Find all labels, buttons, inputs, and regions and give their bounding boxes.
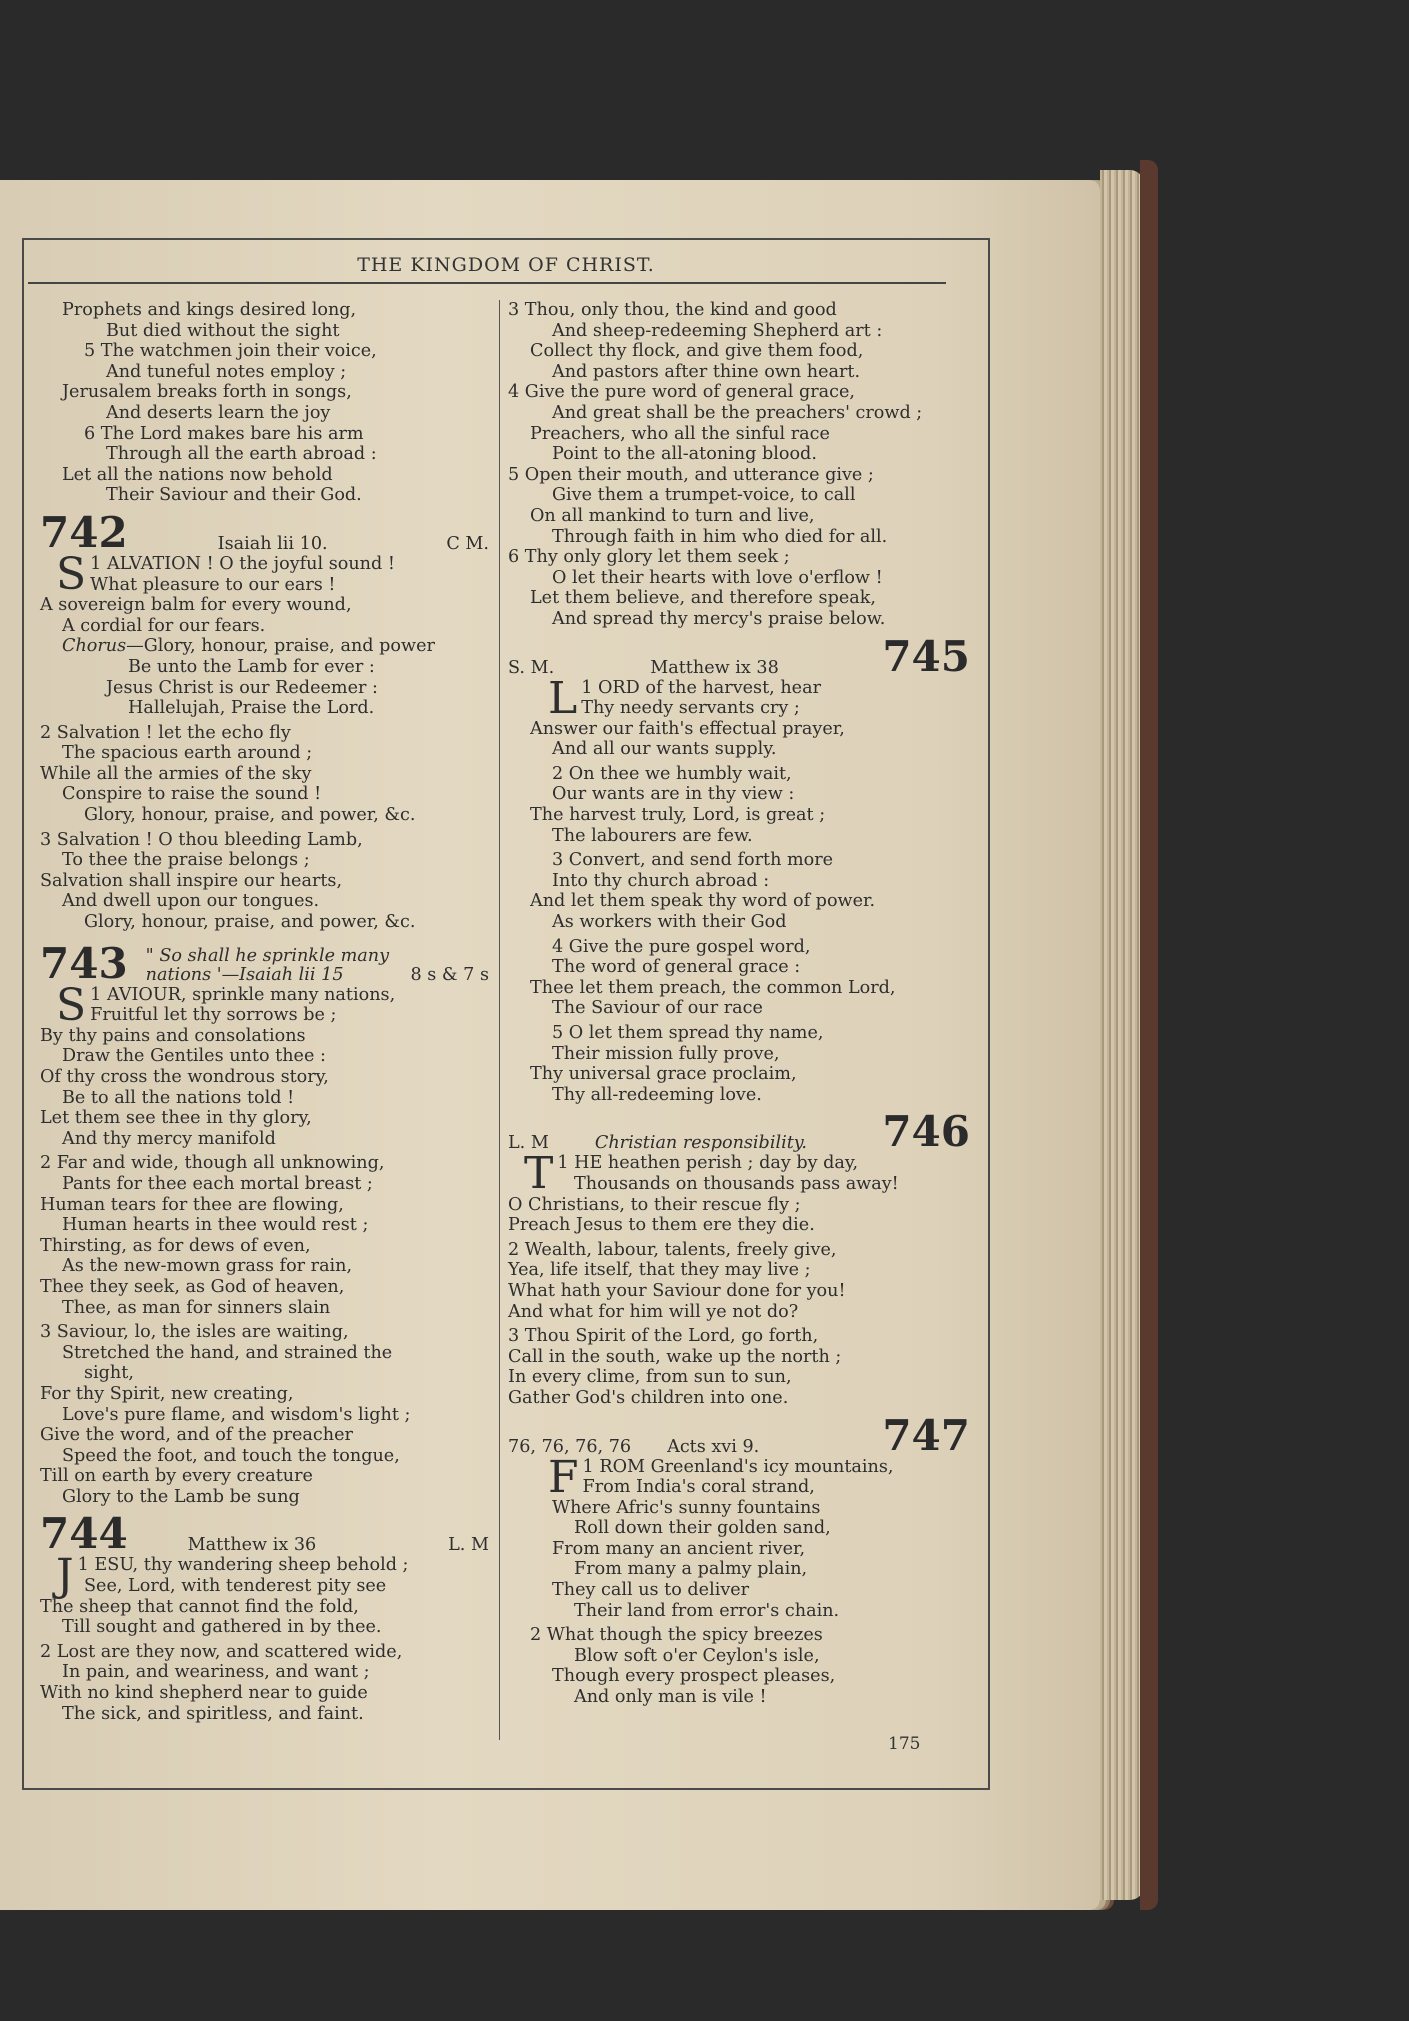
verse-line: 2 On thee we humbly wait, — [552, 763, 792, 784]
verse-line: Thy universal grace proclaim, — [530, 1064, 797, 1085]
verse-line: The sick, and spiritless, and faint. — [62, 1703, 364, 1724]
scripture-reference — [146, 947, 389, 985]
hymn-745-heading — [508, 631, 970, 681]
hymn-746-verse-3 — [508, 1326, 970, 1408]
verse-line: 4 Give the pure word of general grace, — [508, 382, 855, 403]
chorus-text: —Glory, honour, praise, and power — [126, 636, 435, 657]
verse-line: Through faith in him who died for all. — [552, 526, 888, 547]
right-column — [508, 300, 970, 1712]
verse-line: 2 Far and wide, though all unknowing, — [40, 1153, 385, 1174]
column-rule — [499, 300, 500, 1740]
verse-line: Human hearts in thee would rest ; — [62, 1215, 369, 1236]
hymn-subject: Christian responsibility. — [594, 1133, 807, 1154]
verse-line: Be to all the nations told ! — [62, 1087, 295, 1108]
chorus-line: Jesus Christ is our Redeemer : — [106, 677, 378, 698]
header-rule — [28, 282, 946, 284]
hymn-741-end — [40, 300, 495, 506]
verse-line: 1 HE heathen perish ; day by day, — [557, 1153, 859, 1174]
verse-line: Our wants are in thy view : — [552, 784, 795, 805]
hymn-743-verse-3 — [40, 1322, 495, 1507]
verse-line: Blow soft o'er Ceylon's isle, — [574, 1645, 820, 1666]
verse-line: Glory, honour, praise, and power, &c. — [84, 805, 416, 826]
verse-line: For thy Spirit, new creating, — [40, 1383, 294, 1404]
verse-line: From many an ancient river, — [552, 1538, 806, 1559]
verse-line: The labourers are few. — [552, 825, 753, 846]
drop-cap: S — [56, 979, 87, 1031]
verse-line: Human tears for thee are flowing, — [40, 1194, 344, 1215]
verse-line: And spread thy mercy's praise below. — [552, 608, 886, 629]
verse-line: Salvation shall inspire our hearts, — [40, 870, 343, 891]
verse-line: 2 Salvation ! let the echo fly — [40, 722, 291, 743]
hymn-747-heading — [508, 1410, 970, 1460]
running-header: THE KINGDOM OF CHRIST. — [357, 254, 655, 276]
verse-line: 1 ALVATION ! O the joyful sound ! — [90, 553, 395, 574]
hymn-number: 747 — [882, 1410, 970, 1460]
drop-cap: F — [548, 1451, 579, 1503]
hymn-745-verse-2 — [508, 764, 970, 846]
verse-line: Give the word, and of the preacher — [40, 1425, 353, 1446]
verse-line: And tuneful notes employ ; — [106, 361, 347, 382]
verse-line: Through all the earth abroad : — [106, 444, 377, 465]
verse-line: Call in the south, wake up the north ; — [508, 1346, 842, 1367]
verse-line: 4 Give the pure gospel word, — [552, 936, 811, 957]
verse-line: Thee let them preach, the common Lord, — [530, 977, 896, 998]
verse-line: And let them speak thy word of power. — [530, 891, 876, 912]
verse-line: 1 ORD of the harvest, hear — [581, 677, 821, 698]
drop-cap: J — [56, 1550, 74, 1602]
verse-line: What hath your Saviour done for you! — [508, 1280, 846, 1301]
hymn-742-verse-1 — [40, 548, 495, 719]
verse-line: 1 ROM Greenland's icy mountains, — [582, 1456, 894, 1477]
verse-line: With no kind shepherd near to guide — [40, 1683, 368, 1704]
verse-line: Point to the all-atoning blood. — [552, 444, 817, 465]
verse-line: See, Lord, with tenderest pity see — [84, 1576, 387, 1597]
chorus-label: Chorus — [62, 636, 127, 657]
verse-line: Their land from error's chain. — [574, 1600, 840, 1621]
hymn-742-verse-2 — [40, 723, 495, 826]
hymn-746-heading — [508, 1107, 970, 1157]
verse-line: Let them believe, and therefore speak, — [530, 588, 876, 609]
hymn-745-verse-3 — [508, 850, 970, 932]
verse-line: They call us to deliver — [552, 1580, 750, 1601]
scripture-reference: Acts xvi 9. — [667, 1436, 760, 1457]
verse-line: 3 Salvation ! O thou bleeding Lamb, — [40, 829, 363, 850]
verse-line: And deserts learn the joy — [106, 402, 331, 423]
drop-cap: T — [524, 1148, 554, 1200]
hymn-747-verse-2 — [508, 1625, 970, 1707]
verse-line: The harvest truly, Lord, is great ; — [530, 805, 826, 826]
verse-line: 3 Convert, and send forth more — [552, 850, 834, 871]
reference-line: " So shall he sprinkle many — [145, 945, 390, 966]
verse-line: Thousands on thousands pass away! — [574, 1173, 899, 1194]
verse-line: 3 Saviour, lo, the isles are waiting, — [40, 1322, 349, 1343]
verse-line: 3 Thou Spirit of the Lord, go forth, — [508, 1326, 819, 1347]
hymn-number: 746 — [882, 1107, 970, 1157]
hymn-meter: S. M. — [508, 657, 555, 678]
verse-line: The Saviour of our race — [552, 998, 763, 1019]
hymn-743-verse-1 — [40, 979, 495, 1150]
verse-line: Of thy cross the wondrous story, — [40, 1067, 329, 1087]
hymn-meter: L. M — [508, 1133, 549, 1154]
left-column — [40, 300, 495, 1728]
verse-line: O Christians, to their rescue fly ; — [508, 1194, 801, 1215]
page-number: 175 — [888, 1734, 921, 1754]
verse-line: 3 Thou, only thou, the kind and good — [508, 300, 837, 320]
hymn-744-verse-1 — [40, 1550, 495, 1638]
verse-line: 6 The Lord makes bare his arm — [84, 423, 364, 444]
verse-line: A sovereign balm for every wound, — [40, 595, 352, 616]
verse-line: Pants for thee each mortal breast ; — [62, 1173, 373, 1194]
verse-line: And what for him will ye not do? — [508, 1301, 799, 1322]
scripture-reference: Matthew ix 38 — [650, 657, 779, 678]
verse-line: In pain, and weariness, and want ; — [62, 1662, 370, 1683]
verse-line: Thy needy servants cry ; — [581, 698, 800, 719]
reference-line: nations '—Isaiah lii 15 — [145, 964, 344, 985]
verse-line: Thee, as man for sinners slain — [62, 1297, 331, 1318]
hymn-meter: C M. — [446, 533, 489, 554]
verse-line: 2 Wealth, labour, talents, freely give, — [508, 1239, 837, 1260]
verse-line: Preach Jesus to them ere they die. — [508, 1215, 815, 1236]
verse-line: Let all the nations now behold — [62, 464, 333, 485]
verse-line: From India's coral strand, — [582, 1477, 815, 1498]
verse-line: Glory to the Lamb be sung — [62, 1486, 300, 1507]
page-edges — [1100, 170, 1144, 1900]
verse-line: And only man is vile ! — [574, 1687, 767, 1708]
verse-line: Gather God's children into one. — [508, 1387, 789, 1408]
verse-line: While all the armies of the sky — [40, 763, 312, 784]
verse-line: 6 Thy only glory let them seek ; — [508, 547, 790, 568]
hymn-742-verse-3 — [40, 830, 495, 933]
hymn-meter: L. M — [448, 1535, 489, 1556]
chorus-line: Be unto the Lamb for ever : — [128, 656, 375, 677]
verse-line: Till sought and gathered in by thee. — [62, 1617, 382, 1638]
hymn-746-verse-2 — [508, 1240, 970, 1322]
verse-line: 1 ESU, thy wandering sheep behold ; — [77, 1555, 409, 1576]
scripture-reference: Matthew ix 36 — [187, 1535, 317, 1556]
verse-line: Their Saviour and their God. — [106, 485, 362, 506]
hymn-742-heading — [40, 507, 495, 557]
verse-line: 2 Lost are they now, and scattered wide, — [40, 1641, 403, 1662]
chorus-line — [40, 636, 495, 657]
verse-line: What pleasure to our ears ! — [90, 574, 336, 595]
hymn-meter: 76, 76, 76, 76 — [508, 1436, 632, 1457]
verse-line: Draw the Gentiles unto thee : — [62, 1046, 326, 1067]
verse-line: Where Afric's sunny fountains — [552, 1497, 821, 1518]
hymn-744-continued — [508, 300, 970, 630]
verse-line: Give them a trumpet-voice, to call — [552, 485, 856, 506]
verse-line: On all mankind to turn and live, — [530, 505, 815, 526]
verse-line: Let them see thee in thy glory, — [40, 1108, 312, 1129]
verse-line: Though every prospect pleases, — [552, 1666, 836, 1687]
verse-line: Glory, honour, praise, and power, &c. — [84, 912, 416, 933]
verse-line: 2 What though the spicy breezes — [530, 1625, 823, 1646]
verse-line: To thee the praise belongs ; — [62, 850, 310, 871]
verse-line: 5 O let them spread thy name, — [552, 1023, 824, 1043]
verse-line: Their mission fully prove, — [552, 1043, 780, 1064]
verse-line: sight, — [84, 1363, 134, 1384]
verse-line: Collect thy flock, and give them food, — [530, 341, 864, 362]
verse-line: Stretched the hand, and strained the — [62, 1342, 393, 1363]
verse-line: But died without the sight — [106, 320, 340, 341]
verse-line: The word of general grace : — [552, 957, 801, 978]
hymn-744-verse-2 — [40, 1642, 495, 1724]
verse-line: And all our wants supply. — [552, 739, 777, 760]
verse-line: In every clime, from sun to sun, — [508, 1367, 792, 1388]
verse-line: And great shall be the preachers' crowd ; — [552, 402, 923, 423]
hymn-745-verse-5 — [508, 1023, 970, 1105]
verse-line: The sheep that cannot find the fold, — [40, 1596, 359, 1617]
hymn-744-heading — [40, 1509, 495, 1559]
verse-line: Yea, life itself, that they may live ; — [508, 1260, 811, 1281]
verse-line: Thee they seek, as God of heaven, — [40, 1276, 345, 1297]
verse-line: A cordial for our fears. — [62, 615, 266, 636]
hymn-number: 745 — [882, 631, 970, 681]
verse-line: By thy pains and consolations — [40, 1025, 306, 1046]
verse-line: O let their hearts with love o'erflow ! — [552, 567, 883, 588]
verse-line: As workers with their God — [552, 912, 787, 933]
verse-line: 5 The watchmen join their voice, — [84, 341, 377, 362]
verse-line: And sheep-redeeming Shepherd art : — [552, 320, 883, 341]
chorus-line: Hallelujah, Praise the Lord. — [128, 698, 375, 719]
verse-line: Thy all-redeeming love. — [552, 1084, 762, 1105]
verse-line: Roll down their golden sand, — [574, 1518, 831, 1539]
verse-line: The spacious earth around ; — [62, 743, 313, 764]
book-spine — [1140, 160, 1158, 1910]
drop-cap: L — [548, 672, 578, 724]
hymn-745-verse-4 — [508, 937, 970, 1019]
hymn-747-verse-1 — [508, 1451, 970, 1622]
hymn-743-heading — [40, 937, 495, 988]
verse-line: 5 Open their mouth, and utterance give ; — [508, 464, 874, 485]
verse-line: As the new-mown grass for rain, — [62, 1256, 353, 1277]
verse-line: Preachers, who all the sinful race — [530, 423, 830, 444]
hymn-746-verse-1 — [508, 1148, 970, 1236]
hymn-number: 742 — [40, 507, 128, 557]
verse-line: Conspire to raise the sound ! — [62, 784, 322, 805]
verse-line: Thirsting, as for dews of even, — [40, 1235, 311, 1256]
verse-line: Love's pure flame, and wisdom's light ; — [62, 1404, 411, 1425]
hymn-number: 743 — [40, 938, 128, 988]
verse-line: And thy mercy manifold — [62, 1128, 276, 1149]
verse-line: Fruitful let thy sorrows be ; — [90, 1005, 337, 1026]
drop-cap: S — [56, 548, 87, 600]
hymn-743-verse-2 — [40, 1153, 495, 1318]
hymn-745-verse-1 — [508, 672, 970, 760]
verse-line: Answer our faith's effectual prayer, — [530, 718, 845, 739]
verse-line: Prophets and kings desired long, — [62, 300, 357, 320]
scripture-reference: Isaiah lii 10. — [217, 533, 328, 554]
verse-line: 1 AVIOUR, sprinkle many nations, — [90, 984, 396, 1005]
verse-line: And pastors after thine own heart. — [552, 361, 861, 382]
verse-line: Till on earth by every creature — [40, 1466, 313, 1487]
verse-line: And dwell upon our tongues. — [62, 891, 320, 912]
verse-line: Into thy church abroad : — [552, 870, 770, 891]
verse-line: From many a palmy plain, — [574, 1559, 808, 1580]
verse-line: Speed the foot, and touch the tongue, — [62, 1445, 400, 1466]
hymn-number: 744 — [40, 1509, 128, 1559]
hymn-meter: 8 s & 7 s — [410, 964, 489, 985]
verse-line: Jerusalem breaks forth in songs, — [62, 382, 352, 403]
